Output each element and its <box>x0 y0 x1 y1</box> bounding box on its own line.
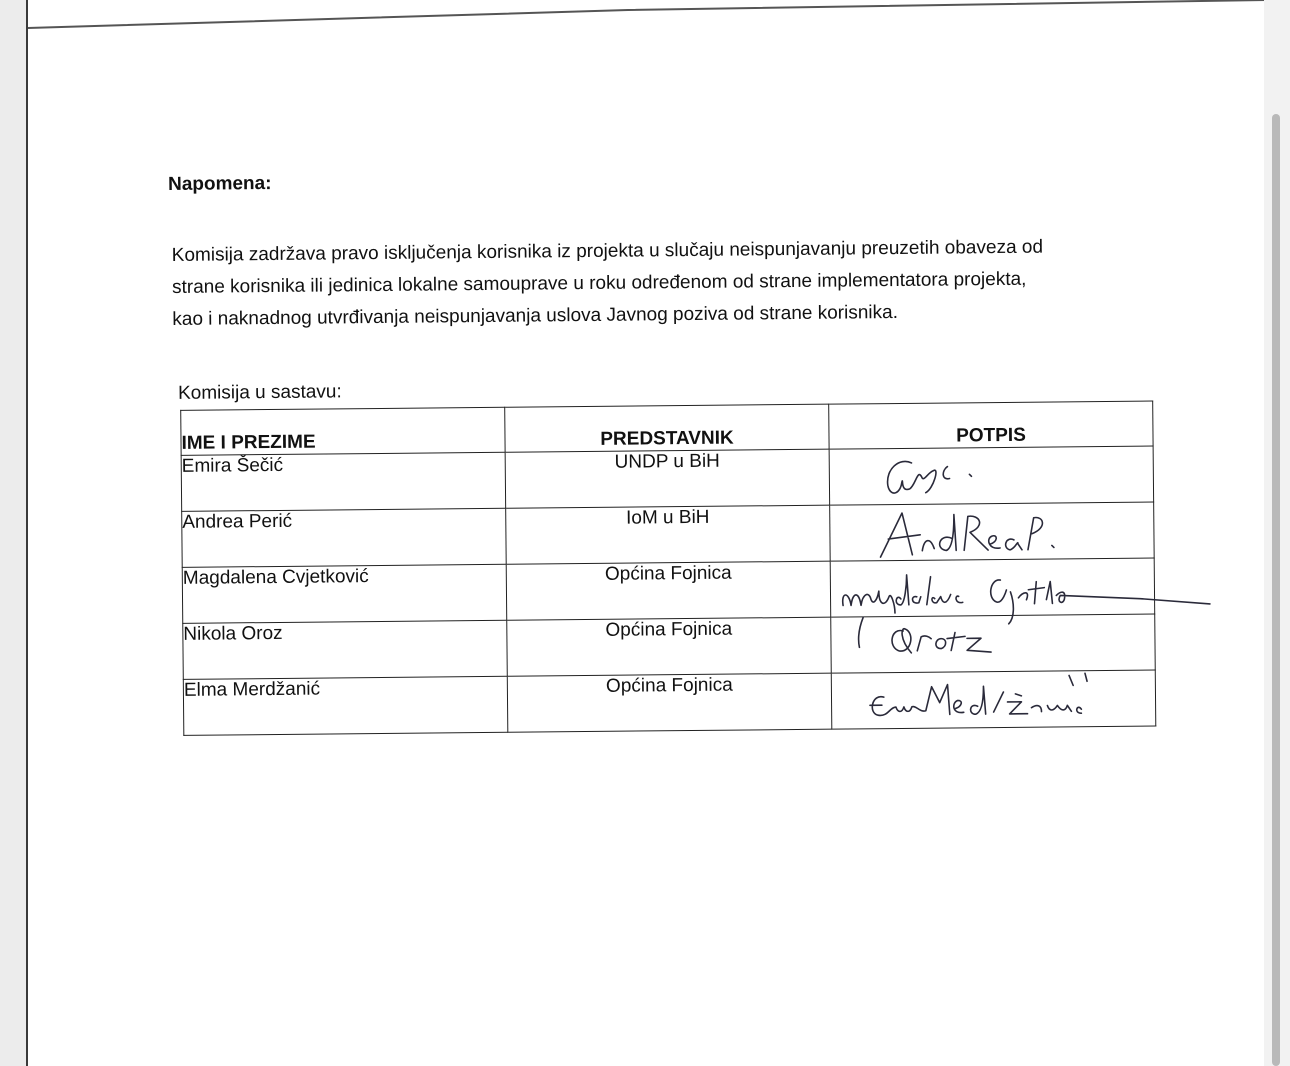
committee-table <box>180 401 1156 736</box>
header-signature: POTPIS <box>829 401 1153 449</box>
member-name: Elma Merdžanić <box>183 676 508 735</box>
note-text <box>172 231 1153 336</box>
member-representative: Općina Fojnica <box>506 561 831 620</box>
signature-cell <box>831 670 1156 729</box>
table-row <box>182 558 1154 623</box>
signature-magdalena <box>831 559 1155 617</box>
table-row <box>181 446 1153 511</box>
signature-cell <box>830 558 1155 617</box>
signature-cell <box>831 614 1156 673</box>
member-representative: UNDP u BiH <box>505 449 830 508</box>
signature-cell <box>830 502 1155 561</box>
table-row <box>182 502 1154 567</box>
header-name: IME I PREZIME <box>181 407 505 455</box>
member-name: Emira Šečić <box>181 452 506 511</box>
member-name: Magdalena Cvjetković <box>182 564 507 623</box>
document-page <box>26 0 1266 1066</box>
signature-emira <box>830 447 1154 505</box>
signature-andrea <box>830 503 1154 561</box>
member-representative: Općina Fojnica <box>507 617 832 676</box>
member-name: Nikola Oroz <box>183 620 508 679</box>
note-label: Napomena: <box>167 173 272 195</box>
table-caption: Komisija u sastavu: <box>177 381 342 404</box>
table-row <box>183 614 1155 679</box>
scrollbar-thumb[interactable] <box>1272 114 1280 1066</box>
signature-elma <box>832 671 1156 729</box>
table-row <box>183 670 1155 735</box>
signature-nikola <box>831 615 1155 673</box>
member-representative: IoM u BiH <box>506 505 831 564</box>
member-name: Andrea Perić <box>182 508 507 567</box>
note-line: strane korisnika ili jedinica lokalne samouprave u roku određenom od strane implementatora projekta, <box>171 268 1027 298</box>
header-representative: PREDSTAVNIK <box>505 404 829 452</box>
note-line: Komisija zadržava pravo isključenja korisnika iz projekta u slučaju neispunjavanju preuzetih obaveza od <box>171 236 1044 266</box>
member-representative: Općina Fojnica <box>507 673 832 732</box>
note-line: kao i naknadnog utvrđivanja neispunjavanja uslova Javnog poziva od strane korisnika. <box>172 301 899 330</box>
signature-cell <box>829 446 1154 505</box>
document-content <box>26 0 1274 1066</box>
